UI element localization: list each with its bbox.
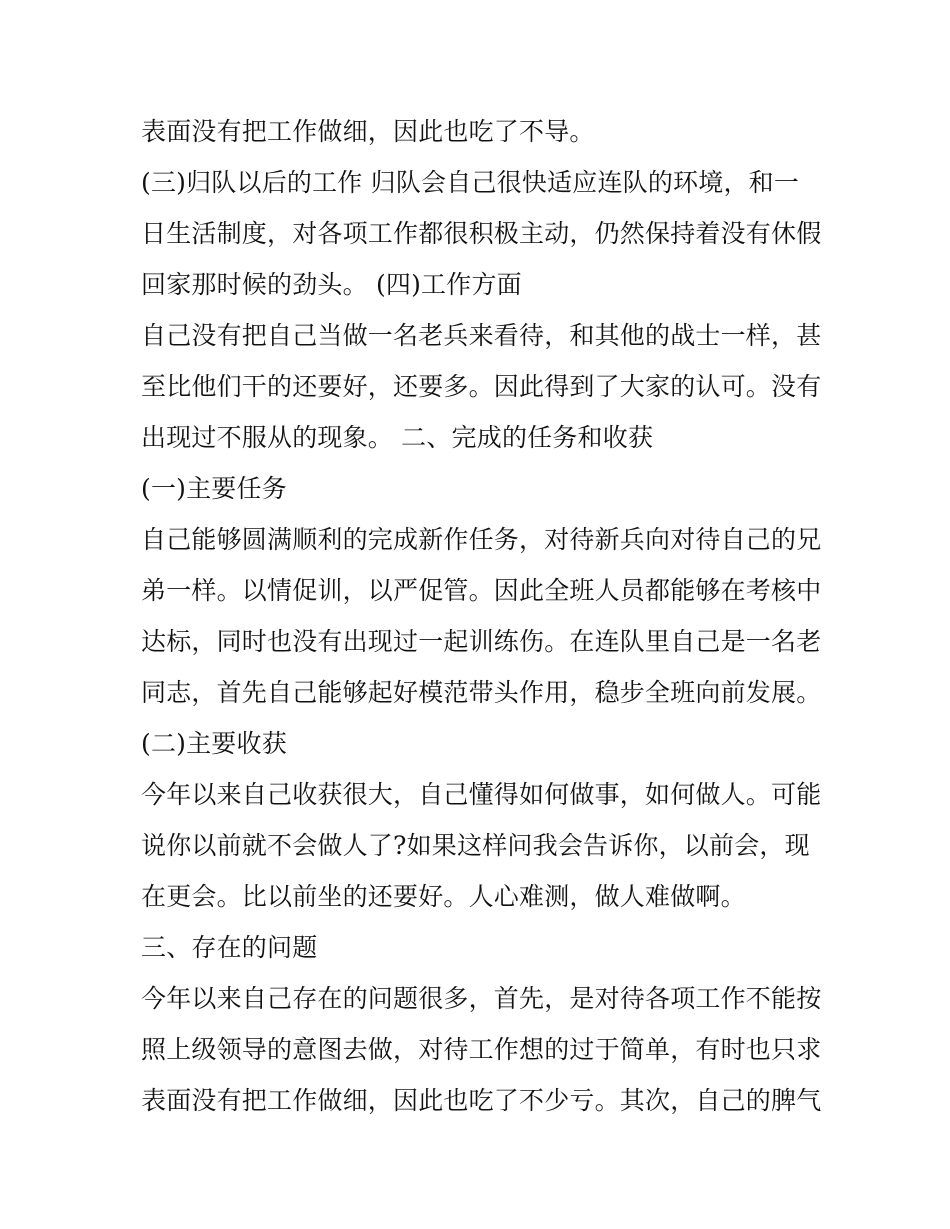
text-line: 回家那时候的劲头。 (四)工作方面 — [141, 270, 522, 299]
text-line: 表面没有把工作做细，因此也吃了不少亏。其次，自己的脾气 — [141, 1086, 822, 1115]
text-line: 说你以前就不会做人了?如果这样问我会告诉你，以前会，现 — [141, 831, 810, 860]
text-line: (三)归队以后的工作 归队会自己很快适应连队的环境，和一 — [141, 168, 800, 197]
text-line: 日生活制度，对各项工作都很积极主动，仍然保持着没有休假 — [141, 219, 822, 248]
text-line: 表面没有把工作做细，因此也吃了不导。 — [141, 117, 595, 146]
text-line: 照上级领导的意图去做，对待工作想的过于简单，有时也只求 — [141, 1035, 822, 1064]
section-heading: (二)主要收获 — [141, 729, 287, 758]
text-line: 同志，首先自己能够起好模范带头作用，稳步全班向前发展。 — [141, 678, 822, 707]
text-line: 至比他们干的还要好，还要多。因此得到了大家的认可。没有 — [141, 372, 822, 401]
text-line: 自己能够圆满顺利的完成新作任务，对待新兵向对待自己的兄 — [141, 525, 822, 554]
text-line: 在更会。比以前坐的还要好。人心难测，做人难做啊。 — [141, 882, 746, 911]
text-line: 达标，同时也没有出现过一起训练伤。在连队里自己是一名老 — [141, 627, 822, 656]
section-heading: 三、存在的问题 — [141, 933, 318, 962]
body-text — [141, 106, 821, 1126]
text-line: 自己没有把自己当做一名老兵来看待，和其他的战士一样，甚 — [141, 321, 822, 350]
text-line: 弟一样。以情促训，以严促管。因此全班人员都能够在考核中 — [141, 576, 822, 605]
text-line: 今年以来自己存在的问题很多，首先，是对待各项工作不能按 — [141, 984, 822, 1013]
text-line: 今年以来自己收获很大，自己懂得如何做事，如何做人。可能 — [141, 780, 822, 809]
text-line: 出现过不服从的现象。 二、完成的任务和收获 — [141, 423, 654, 452]
section-heading: (一)主要任务 — [141, 474, 287, 503]
